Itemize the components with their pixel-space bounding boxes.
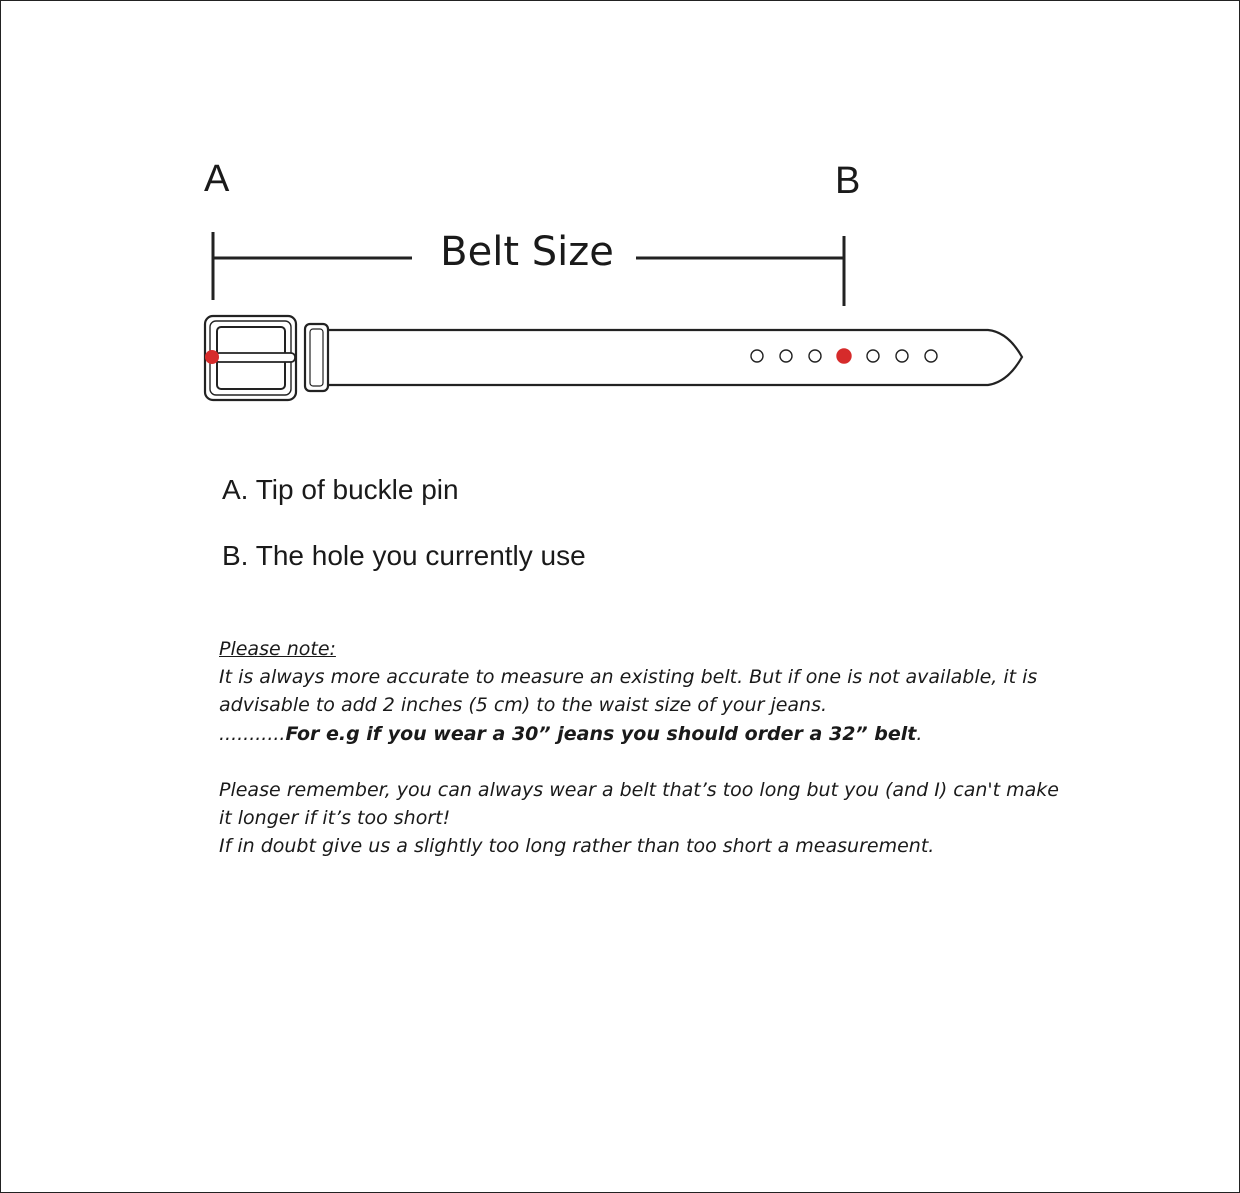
belt-hole (925, 350, 937, 362)
belt-keeper (305, 324, 328, 391)
note-heading: Please note: (219, 638, 336, 660)
belt-hole (751, 350, 763, 362)
belt-diagram (0, 0, 1240, 420)
sizing-note (219, 635, 1079, 860)
belt-hole (867, 350, 879, 362)
note-remember-1: Please remember, you can always wear a belt that’s too long but you (and I) can't make (219, 778, 1059, 801)
belt-size-title: Belt Size (440, 229, 614, 275)
label-b: B (835, 160, 861, 202)
note-example-bold: For e.g if you wear a 30” jeans you should order a 32” belt (285, 722, 917, 745)
note-example (219, 720, 1079, 748)
belt-hole (896, 350, 908, 362)
belt-hole-current (837, 349, 851, 363)
belt-hole (809, 350, 821, 362)
label-a: A (204, 158, 230, 200)
note-line-2: advisable to add 2 inches (5 cm) to the waist size of your jeans. (219, 694, 828, 717)
buckle-pin-tip-marker (205, 350, 219, 364)
belt-hole (780, 350, 792, 362)
note-line-1: It is always more accurate to measure an existing belt. But if one is not available, it is (219, 666, 1038, 689)
note-example-suffix: . (916, 722, 923, 745)
legend-a: A. Tip of buckle pin (222, 474, 459, 505)
note-example-prefix: ........... (219, 722, 286, 745)
note-remember-2: it longer if it’s too short! (219, 807, 451, 830)
buckle-pin (215, 353, 295, 362)
belt-buckle (205, 316, 296, 400)
legend-b: B. The hole you currently use (222, 540, 586, 571)
note-doubt: If in doubt give us a slightly too long rather than too short a measurement. (219, 835, 935, 858)
belt-strap (312, 330, 1022, 385)
